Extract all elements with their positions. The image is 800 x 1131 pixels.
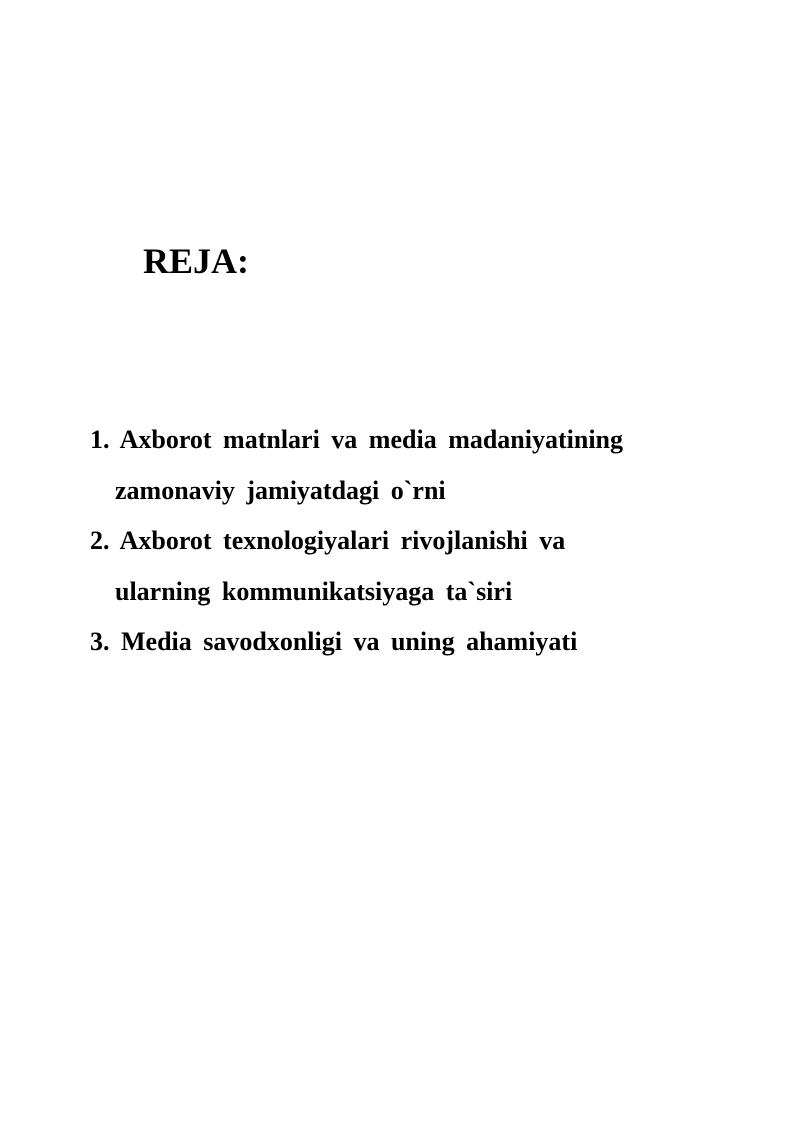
plan-item-2-number: 2. [90,526,110,555]
plan-item-1 [90,415,730,516]
plan-item-2 [90,516,730,617]
plan-item-1-text-line-2: zamonaviy jamiyatdagi o`rni [115,475,446,505]
plan-item-2-text-line-1: Axborot texnologiyalari rivojlanishi va [119,526,566,555]
plan-item-1-first-line [90,415,730,466]
page-title: REJA: [143,241,249,281]
plan-item-1-text-line-1: Axborot matnlari va media madaniyatining [119,425,624,454]
plan-item-3-first-line [90,617,730,668]
plan-item-2-text-line-2: ularning kommunikatsiyaga ta`siri [115,576,513,606]
plan-item-3 [90,617,730,668]
plan-item-2-first-line [90,516,730,567]
plan-list [90,415,730,668]
plan-item-3-number: 3. [90,627,110,656]
plan-item-3-text-line-1: Media savodxonligi va uning ahamiyati [121,627,578,656]
plan-item-1-number: 1. [90,425,110,454]
